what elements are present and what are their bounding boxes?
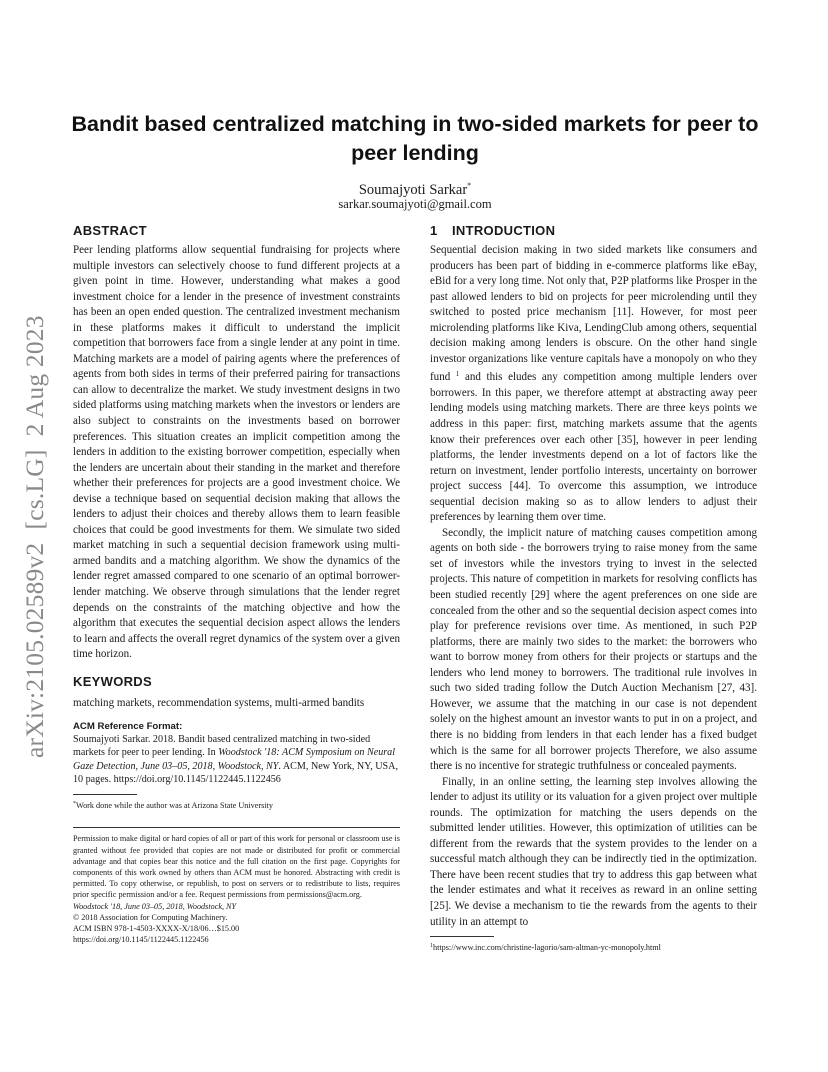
author-footnote xyxy=(73,799,400,811)
intro-paragraph-1 xyxy=(430,243,757,526)
keywords-heading: KEYWORDS xyxy=(73,673,152,689)
abstract-heading: ABSTRACT xyxy=(73,223,147,238)
arxiv-stamp xyxy=(13,288,57,758)
permission-text: Permission to make digital or hard copies of all or part of this work for personal or classroom use is granted without fee provided that copies are not made or distributed for profit or commercial advantage and that copies bear this notice and the full citation on the first page. Copyrights for components of this work owned by others than ACM must be honored. Abstracting with credit is permitted. To copy otherwise, or republish, to post on servers or to redistribute to lists, requires prior specific permission and/or a fee. Request permissions from permissions@acm.org. xyxy=(73,834,400,900)
arxiv-id: arXiv:2105.02589v2 xyxy=(20,542,49,758)
permission-rule xyxy=(73,827,400,828)
introduction-heading xyxy=(430,222,757,240)
acm-reference-venue: Woodstock '18: ACM Symposium on Neural Gaze Detection, June 03–05, 2018, Woodstock, NY xyxy=(73,747,396,772)
author-footnote-mark: * xyxy=(73,801,76,808)
right-column xyxy=(430,222,757,953)
left-column xyxy=(73,222,400,945)
arxiv-category: [cs.LG] xyxy=(20,449,49,530)
section-number: 1 xyxy=(430,223,438,238)
intro-p1-part-b: and this eludes any competition among multiple lenders over borrowers. In this paper, we therefore attempt at abstracting away peer lending models using matching markets. There are three keys points we address in this paper: first, matching markets assume that the agents know their preferences over each other [35], however in peer lending platforms, the lender investments depend on a lot of factors like the return on investment, lender portfolio interests, uncertainty on borrower project success [44]. To overcome this assumption, we introduce sequential decision making so as to allow lenders to adjust their preferences by learning them over time. xyxy=(430,371,758,524)
right-footnote-text: https://www.inc.com/christine-lagorio/sam-altman-yc-monopoly.html xyxy=(433,943,661,953)
doi-line: https://doi.org/10.1145/1122445.1122456 xyxy=(73,935,209,945)
right-footnote-rule xyxy=(430,936,494,937)
copyright-venue: Woodstock '18, June 03–05, 2018, Woodstock, NY xyxy=(73,901,237,911)
acm-reference-heading: ACM Reference Format: xyxy=(73,720,183,732)
author-mark: * xyxy=(467,181,472,190)
author-name-text: Soumajyoti Sarkar xyxy=(358,182,468,198)
author-footnote-text: Work done while the author was at Arizona State University xyxy=(76,801,273,811)
keywords-text: matching markets, recommendation systems, multi-armed bandits xyxy=(73,696,365,709)
author-email: sarkar.soumajyoti@gmail.com xyxy=(338,197,492,211)
intro-paragraph-3: Finally, in an online setting, the learning step involves allowing the lender to adjust its utility or its valuation for a given project over multiple rounds. The optimization for matching the users depends on the submitted lender utilities. However, this optimization of utilities can be different from the rewards that the system provides to the lender on a successful match although they can be indirectly tied in the optimization. There have been recent studies that try to address this gap between what the lender estimates and what it receives as reward in an online setting [25]. We devise a mechanism to tie the rewards from the agents to their utility in an attempt to xyxy=(430,775,757,928)
footnote-ref-1: 1 xyxy=(455,370,460,379)
isbn-line: ACM ISBN 978-1-4503-XXXX-X/18/06…$15.00 xyxy=(73,924,240,934)
copyright-block xyxy=(73,901,400,946)
section-title: INTRODUCTION xyxy=(452,223,556,238)
right-footnote-mark: 1 xyxy=(430,943,433,950)
abstract-text: Peer lending platforms allow sequential fundraising for projects where multiple investors can selectively choose to fund different projects at a given point in time. However, understanding what makes a good investment choice for a lender in the presence of investment constraints has been an open ended question. The centralized investment mechanism in these platforms makes it difficult to understand the implicit competition that borrowers face from a single lender at any point in time. Matching markets are a model of pairing agents where the preferences of agents from both sides in terms of their preferred pairing for transactions can allow to decentralize the market. We study investment designs in two sided platforms using matching markets when the investors or lenders are also subject to constraints on the investments based on borrower preferences. This situation creates an implicit competition among the lenders in addition to the existing borrower competition, especially when the lenders are uncertain about their standing in the market and therefore whether their preferences for projects are a good investment choice. We devise a technique based on sequential decision making that allows the lenders to adjust their choices and thereby allows them to learn feasible choices that could be good investments for them. We simulate two sided market matching in such a sequential decision framework using multi-armed bandits and a matching algorithm. We show the dynamics of the lender regret amassed compared to one scenario of an optimal borrower-lender matching. We observe through simulations that the lender regret depends on the constraints of the matching objective and how the algorithm that executes the sequential decision aspect allows the lenders to learn and affects the overall regret dynamics of the system over a given time horizon. xyxy=(73,244,400,661)
acm-reference-text xyxy=(73,733,400,787)
arxiv-date: 2 Aug 2023 xyxy=(20,315,49,437)
intro-p1-part-a: Sequential decision making in two sided markets like consumers and producers has been part of bidding in e-commerce platforms like eBay, eBid for a very long time. Not only that, P2P platforms like Prosper in the past allowed lenders to bid on projects for peer microlending until they switched to posted price mechanism [11]. However, for most peer microlending platforms like Kiva, LendingClub among others, sequential decision making among lenders is obscure. On the other hand single investor organizations like venture capitals have a monopoly on who they fund xyxy=(430,244,757,384)
intro-paragraph-2: Secondly, the implicit nature of matching causes competition among agents on both side - the borrowers trying to raise money from the same set of investors while the investors trying to invest in the selected projects. This nature of competition in markets for resolving conflicts has been studied recently [29] where the agent preferences on one side are concealed from the other and so the sequential decision aspect comes into play for preference revisions over time. As mentioned, in such P2P platforms, there are mainly two sides to the market: the borrowers who want to borrow money from others for their projects or startups and the lenders who lend money to borrowers. The traditional rule involves in such two sided trading follow the Dutch Auction Mechanism [27, 43]. However, we assume that the matching in our case is not dependent solely on the highest amount an investor wants to put in on a project, and there is no bidding from lenders in that each lender has a fixed budget which is the same for all borrower projects Therefore, we also assume there is no incentive for strategic truthfulness or concealed payments. xyxy=(430,526,757,773)
copyright-line: © 2018 Association for Computing Machinery. xyxy=(73,912,228,922)
footnote-rule xyxy=(73,794,137,795)
acm-reference-part1: Soumajyoti Sarkar. 2018. Bandit based centralized matching in two-sided markets for peer to peer lending. In xyxy=(73,733,371,759)
paper-title: Bandit based centralized matching in two-sided markets for peer to peer lending xyxy=(71,112,759,165)
right-footnote xyxy=(430,941,757,953)
acm-reference-part2: . ACM, New York, NY, USA, 10 pages. https://doi.org/10.1145/1122445.1122456 xyxy=(73,760,398,785)
